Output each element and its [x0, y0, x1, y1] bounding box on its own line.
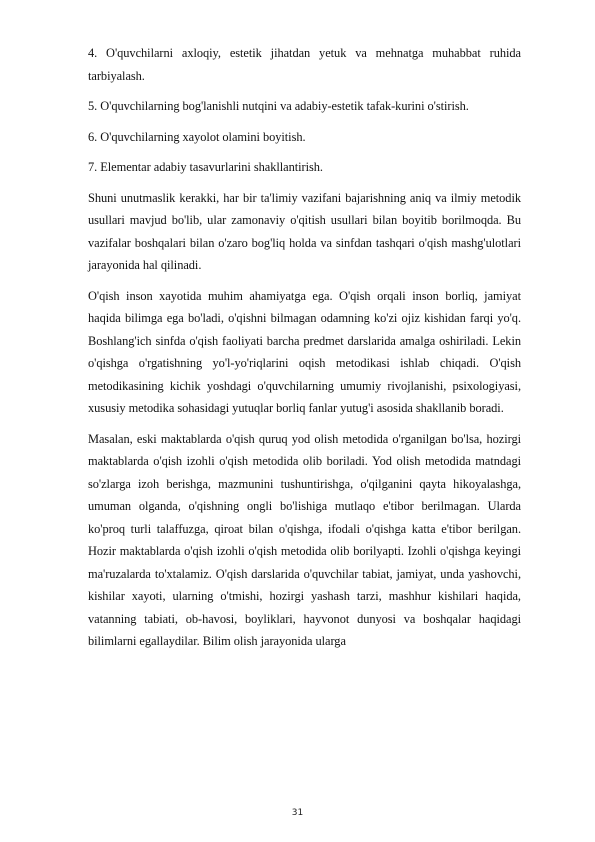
paragraph-item-4: 4. O'quvchilarni axloqiy, estetik jihatdan yetuk va mehnatga muhabbat ruhida tarbiyalash. [88, 46, 521, 83]
paragraph-item-5: 5. O'quvchilarning bog'lanishli nutqini va adabiy-estetik tafak-kurini o'stirish. [88, 99, 469, 113]
paragraph-reading-importance: O'qish inson xayotida muhim ahamiyatga ega. O'qish orqali inson borliq, jamiyat haqida bilimga ega bo'ladi, o'qishni bilmagan odamning ko'zi ojiz kishidan farqi yo'q. Boshlang'ich sinfda o'qish faoliyati barcha predmet darslarida amalga oshiriladi. Lekin o'qishga o'rgatishning yo'l-yo'riqlarini oqish metodikasi ishlab chiqadi. O'qish metodikasining kichik yoshdagi o'quvchilarning umumiy rivojlanishi, psixologiyasi, xususiy metodika sohasidagi yutuqlar borliq fanlar yutug'i asosida shakllanib boradi. [88, 288, 521, 415]
text-body [88, 42, 521, 661]
page-number: 31 [291, 808, 304, 818]
paragraph-item-6: 6. O'quvchilarning xayolot olamini boyitish. [88, 129, 306, 144]
paragraph-example: Masalan, eski maktablarda o'qish quruq yod olish metodida o'rganilgan bo'lsa, hozirgi maktablarda o'qish izohli o'qish metodida olib boriladi. Yod olish metodida matndagi so'zlarga izoh berishga, mazmunini tushuntirishga, o'qilganini qayta hikoyalashga, umuman olganda, o'qishning ongli bo'lishiga mutlaqo e'tibor berilmagan. Ularda ko'proq turli talaffuzga, qiroat bilan o'qishga, ifodali o'qishga katta e'tibor berilgan. Hozir maktablarda o'qish izohli o'qish metodida olib borilyapti. Izohli o'qishga keyingi ma'ruzalarda to'xtalamiz. O'qish darslarida o'quvchilar tabiat, jamiyat, unda yashovchi, kishilar xayoti, ularning o'tmishi, hozirgi yashash tarzi, mashhur kishilari haqida, vatanning tabiati, ob-havosi, boyliklari, hayvonot dunyosi va boshqalar haqidagi bilimlarni egallaydilar. Bilim olish jarayonida ularga [88, 431, 521, 648]
paragraph-methods: Shuni unutmaslik kerakki, har bir ta'limiy vazifani bajarishning aniq va ilmiy metodik usullari mavjud bo'lib, ular zamonaviy o'qitish usullari bilan boyitib borilmoqda. Bu vazifalar boshqalari bilan o'zaro bog'liq holda va sinfdan tashqari o'qish mashg'ulotlari jarayonida hal qilinadi. [88, 190, 521, 272]
paragraph-item-7: 7. Elementar adabiy tasavurlarini shakllantirish. [88, 160, 323, 174]
